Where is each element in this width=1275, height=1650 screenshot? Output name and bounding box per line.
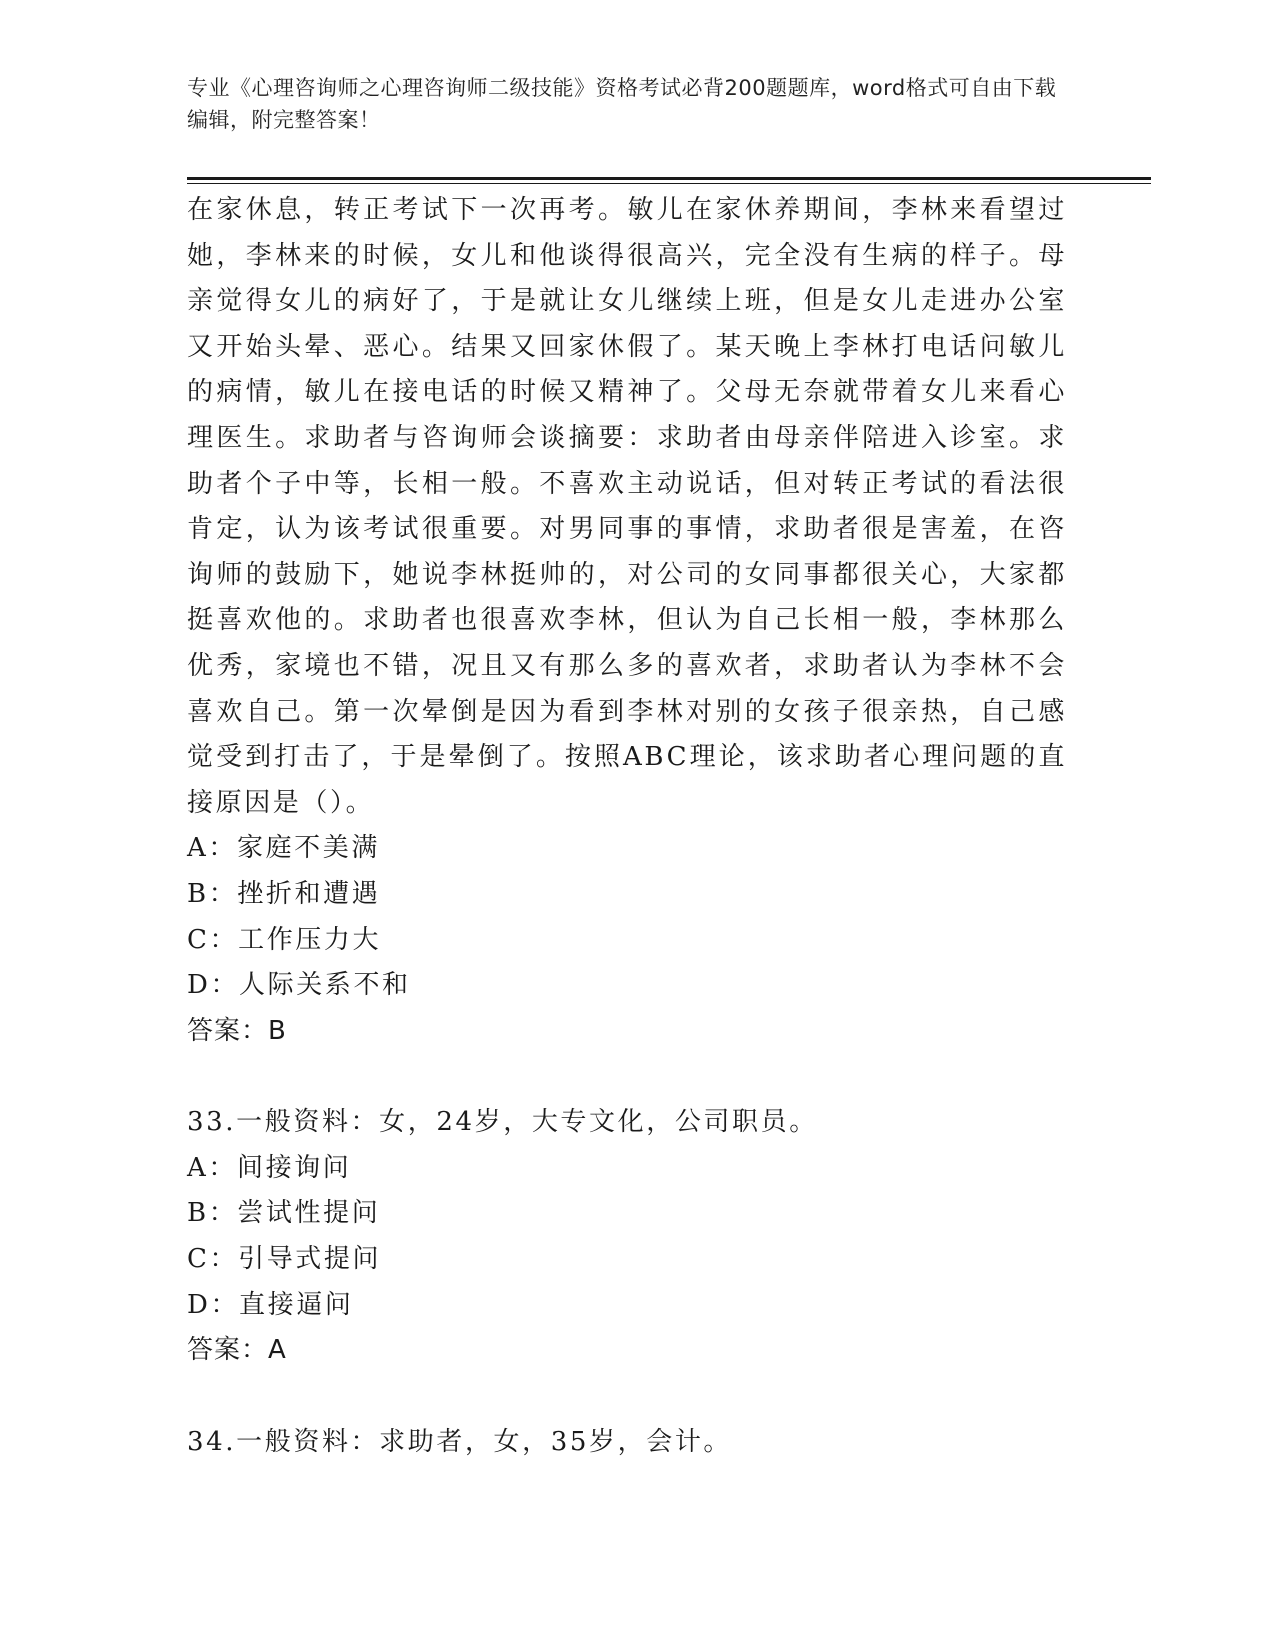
option-d: D：人际关系不和 [187,970,411,1001]
option-a: A：家庭不美满 [187,833,380,864]
option-c: C：工作压力大 [187,924,382,955]
question-gap [187,1054,1067,1100]
header-rule-thin [187,183,1151,184]
option-c: C：引导式提问 [187,1244,382,1275]
question-34-stem: 34.一般资料：求助者，女，35岁，会计。 [187,1426,733,1457]
question-gap [187,1374,1067,1420]
option-d: D：直接逼问 [187,1289,354,1320]
question-33-stem: 33.一般资料：女，24岁，大专文化，公司职员。 [187,1107,818,1138]
option-a: A：间接询问 [187,1152,352,1183]
document-body [187,188,1067,1465]
question-passage: 在家休息，转正考试下一次再考。敏儿在家休养期间，李林来看望过她，李林来的时候，女儿和他谈得很高兴，完全没有生病的样子。母亲觉得女儿的病好了，于是就让女儿继续上班，但是女儿走进办公室又开始头晕、恶心。结果又回家休假了。某天晚上李林打电话问敏儿的病情，敏儿在接电话的时候又精神了。父母无奈就带着女儿来看心理医生。求助者与咨询师会谈摘要：求助者由母亲伴陪进入诊室。求助者个子中等，长相一般。不喜欢主动说话，但对转正考试的看法很肯定，认为该考试很重要。对男同事的事情，求助者很是害羞，在咨询师的鼓励下，她说李林挺帅的，对公司的女同事都很关心，大家都挺喜欢他的。求助者也很喜欢李林，但认为自己长相一般，李林那么优秀，家境也不错，况且又有那么多的喜欢者，求助者认为李林不会喜欢自己。第一次晕倒是因为看到李林对别的女孩子很亲热，自己感觉受到打击了，于是晕倒了。按照ABC理论，该求助者心理问题的直接原因是（）。 [187,195,1067,818]
document-header: 专业《心理咨询师之心理咨询师二级技能》资格考试必背200题题库，word格式可自由下载编辑，附完整答案！ [187,76,1057,132]
answer-line: 答案：B [187,1015,287,1046]
answer-line: 答案：A [187,1335,287,1366]
option-b: B：挫折和遭遇 [187,878,381,909]
option-b: B：尝试性提问 [187,1198,381,1229]
header-rule-thick [187,177,1151,180]
